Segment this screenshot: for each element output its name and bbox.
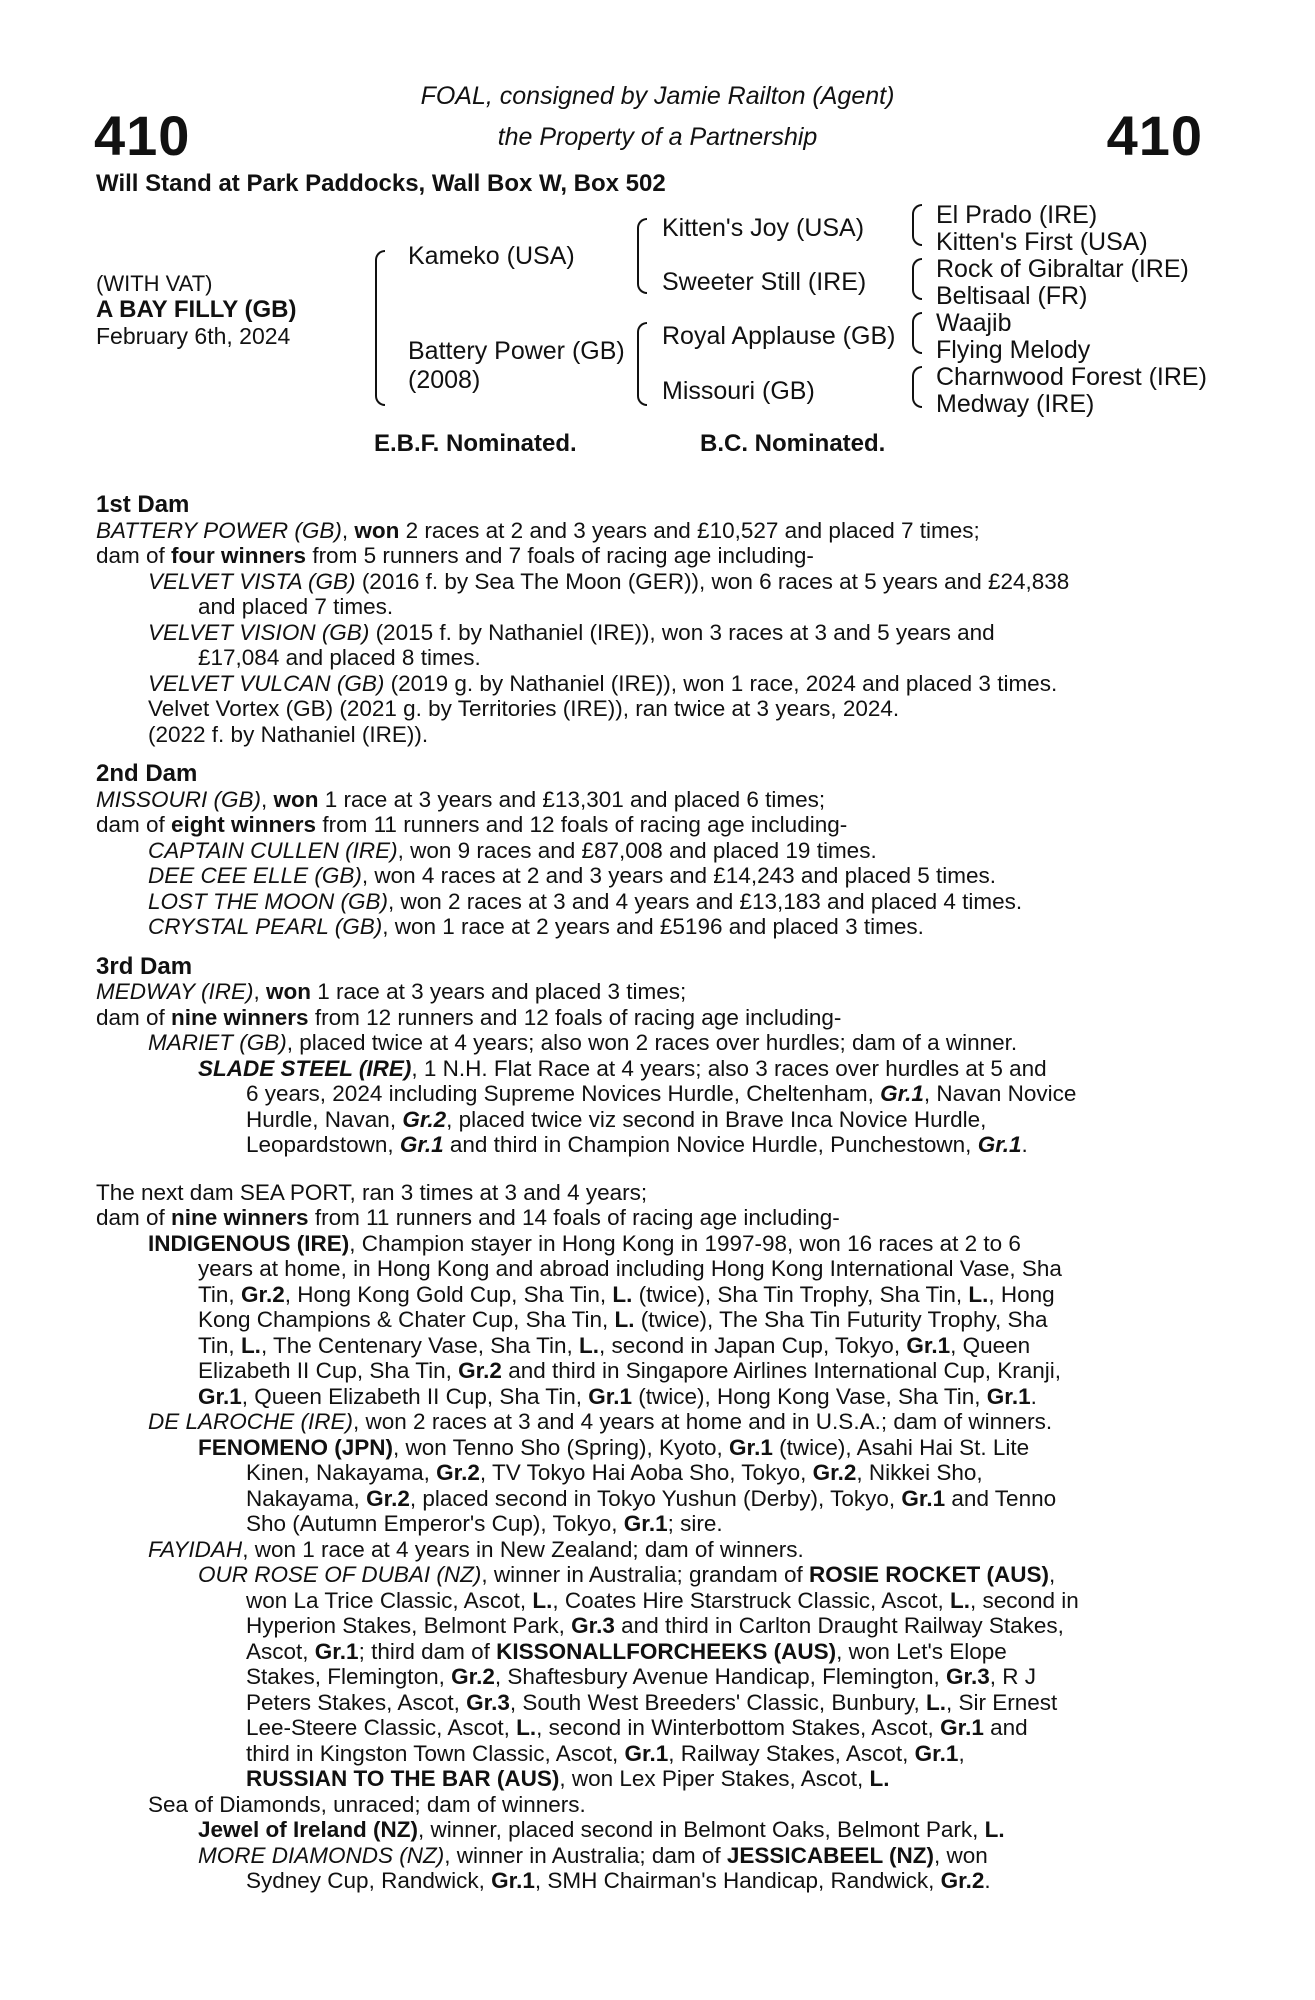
text-run: third in Kingston Town Classic, Ascot,	[246, 1740, 625, 1766]
text-run: ,	[1049, 1562, 1056, 1587]
pedigree-line	[96, 1081, 1201, 1107]
pedigree-brace-main	[375, 250, 385, 406]
text-run: four winners	[171, 543, 307, 568]
pedigree-line	[96, 1282, 1201, 1308]
text-run: Gr.1	[986, 1383, 1031, 1409]
text-run: and third in Carlton Draught Railway Stakes,	[614, 1613, 1064, 1638]
text-run: , won Lex Piper Stakes, Ascot,	[559, 1766, 870, 1791]
text-run: CRYSTAL PEARL (GB)	[148, 914, 383, 939]
text-run: , Nikkei Sho,	[856, 1460, 983, 1485]
text-run: L.	[614, 1307, 635, 1332]
pedigree-line	[96, 1409, 1201, 1435]
text-run: , won Tenno Sho (Spring), Kyoto,	[393, 1434, 730, 1460]
text-run: Elizabeth II Cup, Sha Tin,	[198, 1358, 459, 1383]
text-run: (twice), The Sha Tin Futurity Trophy, Sha	[634, 1307, 1048, 1332]
text-run: Velvet Vortex (GB) (2021 g. by Territories (IRE)), ran twice at 3 years, 2024.	[148, 696, 900, 721]
text-run: , placed second in Tokyo Yushun (Derby), Tokyo,	[409, 1485, 902, 1511]
text-run: and placed 7 times.	[198, 594, 394, 619]
pedigree-brace-ds	[912, 312, 922, 354]
pedigree-line	[96, 696, 1201, 722]
text-run: , winner, placed second in Belmont Oaks, Belmont Park,	[418, 1817, 985, 1842]
text-run: KISSONALLFORCHEEKS (AUS)	[496, 1638, 837, 1664]
pedigree-line	[96, 1384, 1201, 1410]
text-run: ,	[261, 786, 274, 812]
text-run: Gr.2	[458, 1358, 502, 1383]
text-run: Gr.2	[402, 1106, 447, 1132]
sire-sire-sire: El Prado (IRE)	[936, 201, 1098, 229]
text-run: Kinen, Nakayama,	[246, 1460, 437, 1485]
text-run: MISSOURI (GB)	[96, 786, 262, 812]
spacer	[96, 1158, 1201, 1180]
pedigree-line	[96, 1639, 1201, 1665]
text-run: from 11 runners and 14 foals of racing age including-	[308, 1205, 840, 1230]
pedigree-line	[96, 1511, 1201, 1537]
pedigree-line	[96, 1613, 1201, 1639]
pedigree-line	[96, 787, 1201, 813]
text-run: .	[984, 1868, 991, 1893]
vat-label: (WITH VAT)	[96, 271, 213, 296]
pedigree-line	[96, 620, 1201, 646]
text-run: Gr.2	[812, 1460, 857, 1485]
text-run: JESSICABEEL (NZ)	[726, 1842, 935, 1868]
text-run: £17,084 and placed 8 times.	[198, 645, 481, 670]
text-run: ; sire.	[667, 1511, 723, 1536]
pedigree-line	[96, 1358, 1201, 1384]
pedigree-line	[96, 1664, 1201, 1690]
pedigree-line	[96, 1690, 1201, 1716]
text-run: , second in Japan Cup, Tokyo,	[599, 1332, 907, 1358]
text-run: Gr.1	[198, 1383, 242, 1409]
ebf-nominated: E.B.F. Nominated.	[374, 430, 577, 457]
text-run: L.	[532, 1587, 553, 1613]
text-run: , winner in Australia; grandam of	[481, 1562, 810, 1587]
pedigree-line	[96, 889, 1201, 915]
text-run: Gr.3	[571, 1613, 615, 1638]
text-run: 1 race at 3 years and placed 3 times;	[311, 979, 687, 1004]
text-run: , second in Winterbottom Stakes, Ascot,	[536, 1715, 941, 1740]
lot-number-left: 410	[94, 104, 191, 167]
text-run: Gr.1	[906, 1332, 951, 1358]
text-run: , SMH Chairman's Handicap, Randwick,	[534, 1868, 941, 1893]
pedigree-body	[96, 478, 1201, 1894]
text-run: nine winners	[171, 1004, 309, 1030]
pedigree-line	[96, 1868, 1201, 1894]
text-run: , Queen	[950, 1332, 1031, 1358]
pedigree-line	[96, 1333, 1201, 1359]
dam-dam-sire: Charnwood Forest (IRE)	[936, 363, 1207, 391]
dam-sire-dam: Flying Melody	[936, 336, 1091, 364]
text-run: , winner in Australia; dam of	[444, 1842, 727, 1868]
text-run: eight winners	[171, 812, 317, 837]
text-run: ,	[958, 1740, 965, 1766]
pedigree-brace-dd	[912, 366, 922, 408]
text-run: OUR ROSE OF DUBAI (NZ)	[198, 1562, 482, 1587]
text-run: L.	[869, 1766, 890, 1791]
text-run: Hurdle, Navan,	[246, 1106, 403, 1132]
text-run: Jewel of Ireland (NZ)	[198, 1817, 419, 1842]
text-run: Leopardstown,	[246, 1132, 400, 1157]
text-run: , TV Tokyo Hai Aoba Sho, Tokyo,	[479, 1460, 813, 1485]
text-run: L.	[516, 1715, 537, 1740]
pedigree-line	[96, 979, 1201, 1005]
text-run: DE LAROCHE (IRE)	[148, 1409, 354, 1434]
pedigree-line	[96, 1715, 1201, 1741]
text-run: Lee-Steere Classic, Ascot,	[246, 1715, 517, 1740]
horse-name: A BAY FILLY (GB)	[96, 296, 297, 323]
text-run: Gr.1	[399, 1132, 444, 1157]
text-run: , placed twice at 4 years; also won 2 races over hurdles; dam of a winner.	[286, 1030, 1018, 1055]
pedigree-line	[96, 914, 1201, 940]
dam: Battery Power (GB)	[408, 337, 625, 365]
sire-dam-dam: Beltisaal (FR)	[936, 282, 1088, 310]
sire-dam-sire: Rock of Gibraltar (IRE)	[936, 255, 1189, 283]
text-run: and	[983, 1715, 1028, 1740]
text-run: Gr.3	[466, 1689, 510, 1715]
text-run: Tin,	[198, 1332, 241, 1358]
text-run: SLADE STEEL (IRE)	[198, 1055, 412, 1081]
text-run: Gr.2	[451, 1664, 495, 1689]
property-line: the Property of a Partnership	[497, 123, 818, 151]
text-run: , won Let's Elope	[836, 1638, 1007, 1664]
text-run: Gr.2	[240, 1281, 285, 1307]
text-run: , won 2 races at 3 and 4 years at home and in U.S.A.; dam of winners.	[353, 1409, 1053, 1434]
pedigree-line	[96, 1005, 1201, 1031]
text-run: FENOMENO (JPN)	[198, 1434, 394, 1460]
foaling-date: February 6th, 2024	[96, 323, 291, 349]
text-run: VELVET VISTA (GB)	[148, 568, 356, 594]
text-run: won La Trice Classic, Ascot,	[246, 1587, 533, 1613]
sire-sire-dam: Kitten's First (USA)	[936, 228, 1148, 256]
pedigree-line	[96, 1132, 1201, 1158]
pedigree-line	[96, 1843, 1201, 1869]
text-run: INDIGENOUS (IRE)	[148, 1230, 350, 1256]
text-run: MARIET (GB)	[148, 1030, 287, 1055]
text-run: Gr.2	[436, 1460, 480, 1485]
text-run: 2nd Dam	[96, 760, 198, 787]
text-run: , placed twice viz second in Brave Inca Novice Hurdle,	[446, 1106, 987, 1132]
pedigree-line	[96, 569, 1201, 595]
text-run: ; third dam of	[358, 1638, 497, 1664]
text-run: LOST THE MOON (GB)	[148, 888, 389, 914]
pedigree-line	[96, 812, 1201, 838]
consignor-line: FOAL, consigned by Jamie Railton (Agent)	[420, 82, 895, 110]
text-run: Stakes, Flemington,	[246, 1664, 452, 1689]
bc-nominated: B.C. Nominated.	[700, 430, 886, 457]
text-run: .	[1030, 1383, 1037, 1409]
text-run: 1 race at 3 years and £13,301 and placed 6 times;	[318, 786, 826, 812]
text-run: from 11 runners and 12 foals of racing age including-	[316, 812, 848, 837]
text-run: CAPTAIN CULLEN (IRE)	[148, 837, 398, 863]
text-run: Tin,	[198, 1281, 241, 1307]
text-run: Sea of Diamonds, unraced; dam of winners.	[148, 1791, 586, 1817]
text-run: Gr.1	[901, 1485, 946, 1511]
dam-dam-dam: Medway (IRE)	[936, 390, 1095, 418]
text-run: Ascot,	[246, 1638, 315, 1664]
text-run: Gr.1	[977, 1132, 1022, 1157]
text-run: , Coates Hire Starstruck Classic, Ascot,	[552, 1587, 950, 1613]
text-run: L.	[984, 1817, 1005, 1842]
text-run: VELVET VULCAN (GB)	[148, 670, 385, 696]
text-run: , Hong Kong Gold Cup, Sha Tin,	[284, 1281, 613, 1307]
pedigree-line	[96, 1435, 1201, 1461]
pedigree-line	[96, 1256, 1201, 1282]
text-run: Sho (Autumn Emperor's Cup), Tokyo,	[246, 1511, 624, 1536]
pedigree-line	[96, 1205, 1201, 1231]
text-run: from 5 runners and 7 foals of racing age including-	[306, 543, 814, 568]
text-run: Gr.1	[588, 1383, 633, 1409]
text-run: Gr.1	[314, 1638, 359, 1664]
sire: Kameko (USA)	[408, 242, 575, 270]
text-run: dam of	[96, 1205, 172, 1230]
pedigree-line	[96, 543, 1201, 569]
pedigree-line	[96, 1792, 1201, 1818]
dam-dam: Missouri (GB)	[662, 377, 815, 405]
text-run: 2 races at 2 and 3 years and £10,527 and placed 7 times;	[399, 517, 980, 543]
text-run: , Hong	[988, 1281, 1055, 1307]
text-run: , Champion stayer in Hong Kong in 1997-98, won 16 races at 2 to 6	[349, 1230, 1021, 1256]
text-run: Peters Stakes, Ascot,	[246, 1689, 467, 1715]
text-run: (2019 g. by Nathaniel (IRE)), won 1 race, 2024 and placed 3 times.	[384, 670, 1058, 696]
text-run: 1st Dam	[96, 491, 190, 518]
text-run: , won 4 races at 2 and 3 years and £14,243 and placed 5 times.	[361, 863, 996, 888]
text-run: MORE DIAMONDS (NZ)	[198, 1842, 445, 1868]
text-run: Gr.1	[880, 1081, 924, 1106]
text-run: , won	[934, 1842, 988, 1868]
text-run: L.	[926, 1689, 947, 1715]
text-run: L.	[968, 1281, 989, 1307]
text-run: .	[1021, 1132, 1028, 1157]
text-run: Gr.2	[366, 1485, 410, 1511]
text-run: Gr.1	[940, 1715, 984, 1740]
text-run: , second in	[969, 1587, 1079, 1613]
pedigree-line	[96, 1180, 1201, 1206]
text-run: Gr.3	[946, 1664, 990, 1689]
text-run: years at home, in Hong Kong and abroad including Hong Kong International Vase, Sha	[198, 1256, 1062, 1281]
text-run: , won 1 race at 4 years in New Zealand; dam of winners.	[242, 1536, 804, 1562]
text-run: , Navan Novice	[923, 1081, 1077, 1106]
text-run: Gr.1	[914, 1740, 959, 1766]
text-run: Gr.2	[940, 1868, 985, 1893]
text-run: FAYIDAH	[148, 1536, 243, 1562]
text-run: Kong Champions & Chater Cup, Sha Tin,	[198, 1307, 615, 1332]
text-run: BATTERY POWER (GB)	[96, 517, 342, 543]
section-heading	[96, 492, 1201, 518]
text-run: nine winners	[171, 1205, 309, 1230]
dam-sire-sire: Waajib	[936, 309, 1012, 337]
text-run: , Railway Stakes, Ascot,	[668, 1740, 915, 1766]
text-run: ,	[341, 517, 355, 543]
text-run: , won 9 races and £87,008 and placed 19 times.	[397, 837, 877, 863]
pedigree-line	[96, 1766, 1201, 1792]
text-run: and Tenno	[945, 1485, 1057, 1511]
text-run: (2016 f. by Sea The Moon (GER)), won 6 races at 5 years and £24,838	[355, 568, 1070, 594]
pedigree-brace-sd	[912, 258, 922, 300]
section-heading	[96, 954, 1201, 980]
text-run: , R J	[989, 1664, 1037, 1689]
text-run: , Sir Ernest	[946, 1689, 1058, 1715]
text-run: (2015 f. by Nathaniel (IRE)), won 3 races at 3 and 5 years and	[369, 619, 995, 645]
pedigree-line	[96, 671, 1201, 697]
text-run: (twice), Sha Tin Trophy, Sha Tin,	[632, 1281, 969, 1307]
text-run: MEDWAY (IRE)	[96, 979, 254, 1004]
text-run: , Queen Elizabeth II Cup, Sha Tin,	[241, 1383, 589, 1409]
text-run: L.	[579, 1332, 600, 1358]
pedigree-line	[96, 1307, 1201, 1333]
text-run: (twice), Hong Kong Vase, Sha Tin,	[632, 1383, 987, 1409]
stand-location: Will Stand at Park Paddocks, Wall Box W, Box 502	[96, 170, 666, 197]
text-run: Gr.1	[624, 1740, 669, 1766]
text-run: dam of	[96, 1004, 172, 1030]
pedigree-line	[96, 1107, 1201, 1133]
text-run: DEE CEE ELLE (GB)	[148, 863, 362, 888]
text-run: L.	[240, 1332, 261, 1358]
text-run: , 1 N.H. Flat Race at 4 years; also 3 races over hurdles at 5 and	[411, 1055, 1047, 1081]
text-run: won	[266, 979, 312, 1004]
pedigree-brace-sire	[637, 218, 647, 294]
pedigree-line	[96, 1741, 1201, 1767]
pedigree-line	[96, 1460, 1201, 1486]
text-run: , Shaftesbury Avenue Handicap, Flemington,	[494, 1664, 946, 1689]
text-run: won	[354, 517, 400, 543]
text-run: and third in Singapore Airlines International Cup, Kranji,	[501, 1358, 1062, 1383]
text-run: The next dam SEA PORT, ran 3 times at 3 and 4 years;	[96, 1179, 648, 1205]
pedigree-brace-dam	[637, 322, 647, 406]
text-run: L.	[612, 1281, 633, 1307]
text-run: dam of	[96, 543, 172, 568]
dam-sire: Royal Applause (GB)	[662, 322, 896, 350]
pedigree-line	[96, 594, 1201, 620]
section-heading	[96, 761, 1201, 787]
text-run: RUSSIAN TO THE BAR (AUS)	[246, 1766, 560, 1791]
pedigree-line	[96, 1030, 1201, 1056]
text-run: ROSIE ROCKET (AUS)	[809, 1562, 1050, 1587]
text-run: from 12 runners and 12 foals of racing age including-	[308, 1004, 842, 1030]
pedigree-line	[96, 1486, 1201, 1512]
text-run: VELVET VISION (GB)	[148, 619, 370, 645]
text-run: won	[273, 786, 319, 812]
text-run: L.	[949, 1587, 970, 1613]
text-run: , South West Breeders' Classic, Bunbury,	[509, 1689, 927, 1715]
text-run: , won 2 races at 3 and 4 years and £13,183 and placed 4 times.	[388, 888, 1023, 914]
pedigree-line	[96, 1817, 1201, 1843]
text-run: (2022 f. by Nathaniel (IRE)).	[148, 721, 429, 747]
text-run: dam of	[96, 812, 172, 837]
pedigree-line	[96, 722, 1201, 748]
pedigree-line	[96, 863, 1201, 889]
lot-number-right: 410	[1106, 104, 1203, 167]
sire-sire: Kitten's Joy (USA)	[662, 214, 865, 242]
text-run: Gr.1	[729, 1434, 773, 1460]
pedigree-line	[96, 1056, 1201, 1082]
text-run: Sydney Cup, Randwick,	[246, 1868, 492, 1893]
text-run: and third in Champion Novice Hurdle, Punchestown,	[443, 1132, 978, 1157]
pedigree-line	[96, 645, 1201, 671]
pedigree-line	[96, 1231, 1201, 1257]
pedigree-line	[96, 1537, 1201, 1563]
text-run: Gr.1	[491, 1868, 535, 1893]
pedigree-brace-ss	[912, 204, 922, 246]
text-run: 6 years, 2024 including Supreme Novices Hurdle, Cheltenham,	[246, 1081, 881, 1106]
dam-year: (2008)	[408, 366, 481, 394]
text-run: (twice), Asahi Hai St. Lite	[772, 1434, 1030, 1460]
text-run: Hyperion Stakes, Belmont Park,	[246, 1613, 572, 1638]
pedigree-line	[96, 1562, 1201, 1588]
pedigree-line	[96, 1588, 1201, 1614]
sire-dam: Sweeter Still (IRE)	[662, 268, 867, 296]
text-run: ,	[253, 979, 267, 1004]
text-run: Nakayama,	[246, 1485, 367, 1511]
text-run: , won 1 race at 2 years and £5196 and placed 3 times.	[382, 914, 924, 939]
text-run: Gr.1	[623, 1511, 668, 1536]
text-run: 3rd Dam	[96, 952, 193, 980]
pedigree-line	[96, 518, 1201, 544]
text-run: , The Centenary Vase, Sha Tin,	[260, 1332, 580, 1358]
pedigree-line	[96, 838, 1201, 864]
